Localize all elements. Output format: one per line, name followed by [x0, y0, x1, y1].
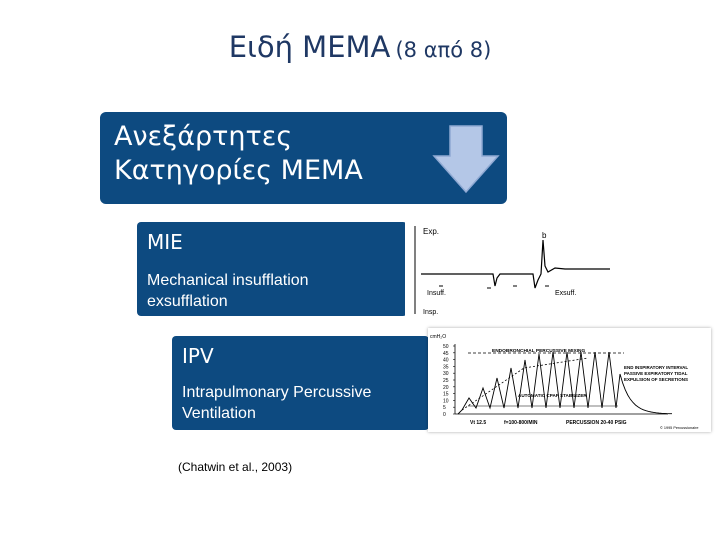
ipv-label-bottom3: PERCUSSION 20-40 PSIG — [566, 420, 627, 426]
category-header-box — [100, 112, 507, 204]
ipv-copyright: © 1995 Percussionaire — [660, 426, 699, 430]
mie-waveform-graph — [405, 222, 615, 322]
ipv-y-tick-label: 10 — [443, 398, 449, 405]
ipv-y-tick-label: 35 — [443, 364, 449, 371]
ipv-y-tick-label: 40 — [443, 357, 449, 364]
ipv-y-tick-label: 25 — [443, 378, 449, 384]
ipv-y-tick-label: 45 — [443, 350, 449, 357]
slide-title-main: Ειδή ΜΕΜΑ — [228, 30, 391, 64]
citation: (Chatwin et al., 2003) — [178, 460, 293, 474]
ipv-y-unit: cmH₂O — [430, 334, 447, 340]
ipv-desc-line2: Ventilation — [182, 405, 256, 422]
ipv-y-tick-label: 20 — [443, 384, 449, 391]
ipv-y-tick-label: 30 — [443, 371, 449, 378]
mie-desc-line1: Mechanical insufflation — [147, 272, 309, 289]
ipv-y-tick-label: 50 — [443, 344, 449, 350]
ipv-label-top: ENDOBRONCHIAL PERCUSSIVE MIXING — [492, 349, 586, 354]
ipv-y-tick-label: 5 — [443, 405, 446, 412]
ipv-y-tick-label: 0 — [443, 412, 446, 418]
mie-label-exsuff: Exsuff. — [555, 290, 577, 297]
category-header-line1: Ανεξάρτητες — [114, 121, 293, 152]
ipv-label-bottom1: Vt 12.5 — [470, 420, 487, 426]
ipv-box — [172, 336, 429, 430]
ipv-pressure-graph — [428, 328, 711, 432]
category-header-line2: Κατηγορίες ΜΕΜΑ — [114, 155, 363, 186]
ipv-desc-line1: Intrapulmonary Percussive — [182, 384, 372, 401]
mie-label-insp: Insp. — [423, 309, 439, 316]
ipv-description — [182, 382, 432, 424]
ipv-y-axis — [443, 344, 455, 418]
slide-title-sub: (8 από 8) — [395, 38, 492, 62]
ipv-heading: IPV — [182, 344, 214, 368]
mie-label-b: b — [542, 231, 547, 240]
ipv-label-right1: END INSPIRATORY INTERVAL — [624, 365, 689, 370]
ipv-label-cpap: AUTOMATIC CPAP STABILIZER — [518, 393, 587, 398]
slide-title — [0, 30, 720, 64]
mie-label-exp: Exp. — [423, 227, 440, 236]
mie-description — [147, 270, 397, 312]
mie-box — [137, 222, 407, 316]
mie-label-insuff: Insuff. — [427, 290, 446, 297]
ipv-y-tick-label: 15 — [443, 391, 449, 398]
mie-desc-line2: exsufflation — [147, 293, 228, 310]
mie-heading: MIE — [147, 230, 183, 254]
ipv-label-right2: PASSIVE EXPIRATORY TIDAL — [624, 371, 688, 376]
down-arrow-icon — [430, 124, 502, 200]
category-header-text — [114, 120, 363, 188]
ipv-label-right3: EXPULSION OF SECRETIONS — [624, 377, 689, 382]
ipv-label-bottom2: f=100-800/MIN — [504, 420, 538, 426]
